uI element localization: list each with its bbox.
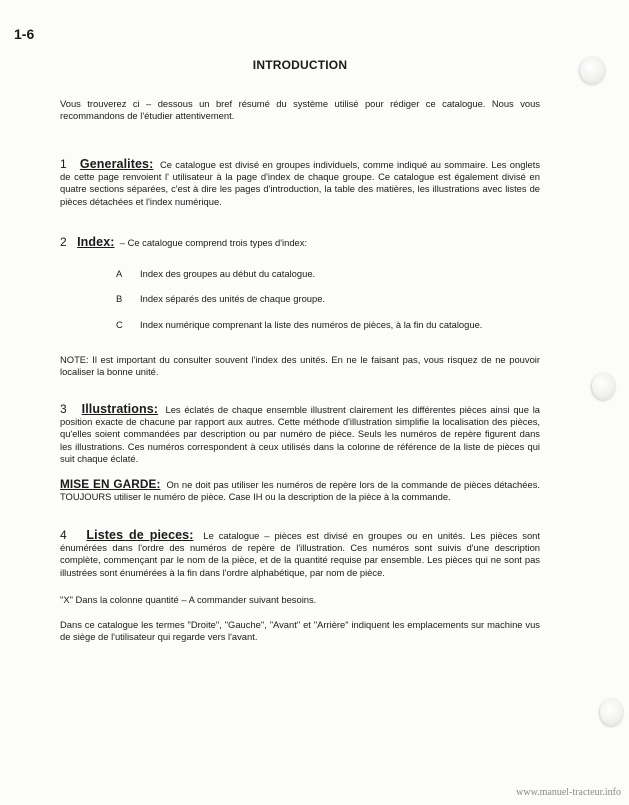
page-number: 1-6 <box>14 26 35 42</box>
index-item-text: Index numérique comprenant la liste des numéros de pièces, à la fin du catalogue. <box>140 319 483 330</box>
page-title: INTRODUCTION <box>252 58 348 72</box>
warning-heading: MISE EN GARDE: <box>60 477 161 491</box>
section-heading: Generalites: <box>79 157 154 171</box>
section-illustrations <box>60 403 540 465</box>
index-item-letter: B <box>116 293 123 304</box>
warning-paragraph <box>60 478 540 503</box>
terms-paragraph: Dans ce catalogue les termes "Droite", "Gauche", "Avant" et "Arrière" indiquent les emplacements sur machine vus de siège de l'utilisateur qui regarde vers l'avant. <box>60 619 540 643</box>
section-heading: Index: <box>77 235 115 249</box>
section-number: 4 <box>60 528 67 542</box>
index-item-letter: C <box>116 319 123 330</box>
punch-hole-top <box>580 56 606 84</box>
watermark: www.manuel-tracteur.info <box>516 787 621 798</box>
section-index <box>60 236 540 249</box>
index-item-text: Index des groupes au début du catalogue. <box>140 268 316 279</box>
section-number: 3 <box>60 402 67 416</box>
section-heading: Illustrations: <box>81 402 159 416</box>
warning-text: On ne doit pas utiliser les numéros de repère lors de la commande de pièces détachées. TOUJOURS utiliser le numéro de pièce. Case IH ou la description de la pièce à la commande. <box>60 479 540 503</box>
section-text: Les éclatés de chaque ensemble illustrent clairement les différentes pièces ainsi que la position exacte de chacune par rapport aux autres. Cette méthode d'illustration simplifie la localisation des pièces, qu'elles soient commandées par description ou par numéro de pièce. Seuls les numéros de repère figurent dans les illustrations. Ces numéros correspondent à ceux utilisés dans la colonne de référence de la liste de pièces qui suit chaque éclaté. <box>60 404 540 464</box>
note-paragraph: NOTE: Il est important du consulter souvent l'index des unités. En ne le faisant pas, vous risquez de ne pouvoir localiser la bonne unité. <box>60 354 540 378</box>
index-item-text: Index séparés des unités de chaque groupe. <box>140 293 326 304</box>
index-item-letter: A <box>116 268 123 279</box>
section-listes <box>60 529 540 579</box>
section-text: – Ce catalogue comprend trois types d'index: <box>119 237 308 248</box>
section-number: 1 <box>60 157 67 171</box>
section-text: Ce catalogue est divisé en groupes individuels, comme indiqué au sommaire. Les onglets de cette page renvoient l' utilisateur à la page d'index de chaque groupe. Ce catalogue est également divisé en quatre sections séparées, c'est à dire les pages d'introduction, la table des matières, les illustrations avec listes de pièces détachées et l'index numérique. <box>60 159 541 207</box>
section-number: 2 <box>60 235 67 249</box>
punch-hole-middle <box>592 372 616 400</box>
section-heading: Listes de pieces: <box>86 528 194 542</box>
punch-hole-bottom <box>600 698 624 726</box>
quantity-note: "X" Dans la colonne quantité – A commander suivant besoins. <box>60 594 317 605</box>
intro-paragraph: Vous trouverez ci – dessous un bref résumé du système utilisé pour rédiger ce catalogue. Nous vous recommandons de l'étudier attentivement. <box>60 98 540 122</box>
section-generalites <box>60 158 540 208</box>
section-text: Le catalogue – pièces est divisé en groupes ou en unités. Les pièces sont énumérées dans l'ordre des numéros de repère de l'illustration. Ces numéros sont suivis d'une description complète, commençant par le nom de la pièce, et de la quantité requise par ensemble. Les pièces qui ne sont pas illustrées sont énumérées à la fin dans l'ordre alphabétique, par nom de pièce. <box>60 530 540 578</box>
